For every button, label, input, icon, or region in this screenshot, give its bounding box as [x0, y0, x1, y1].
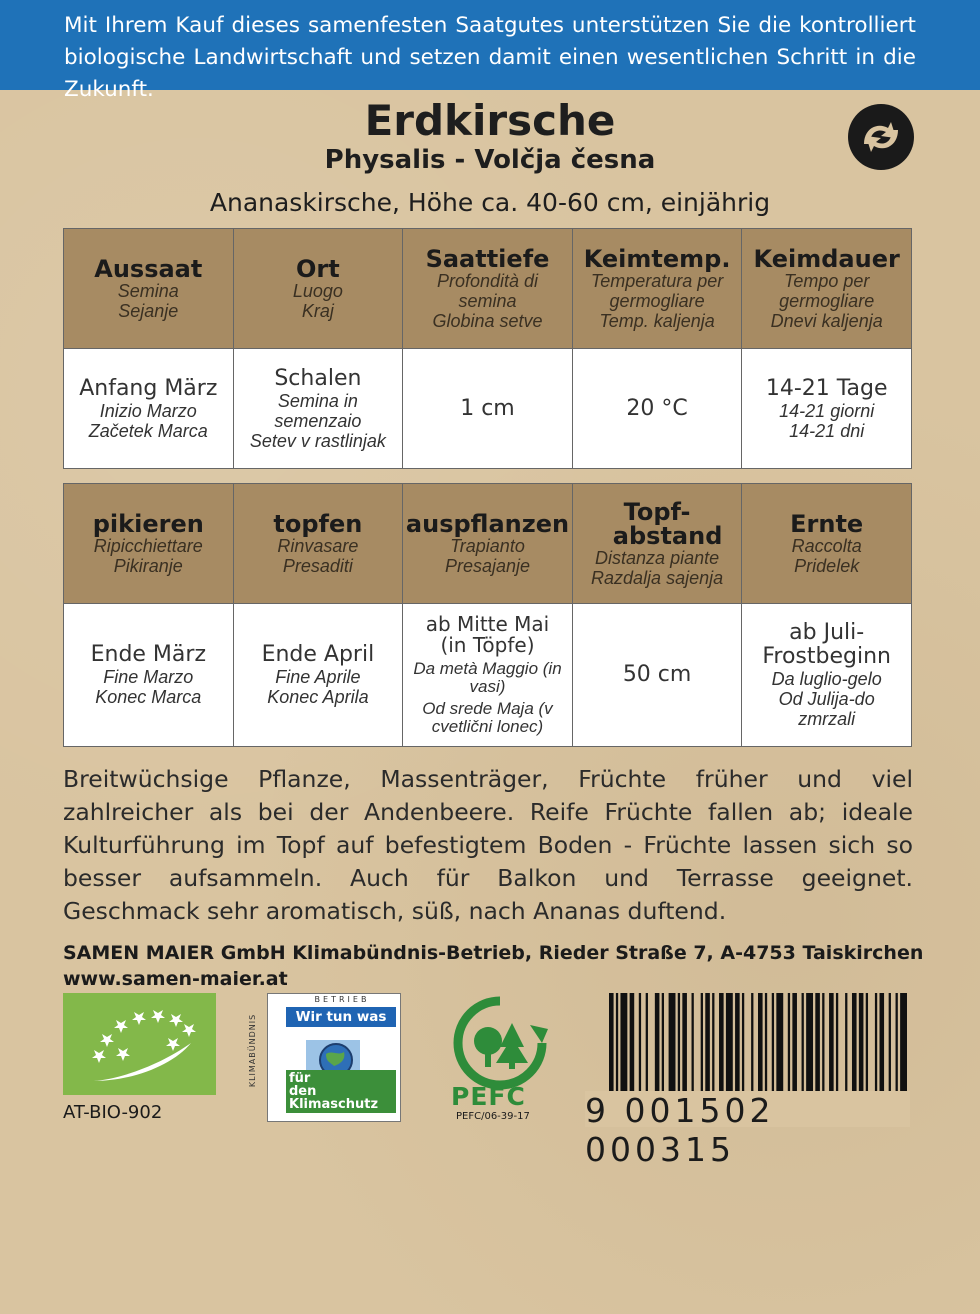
klima-side-text [248, 994, 284, 1121]
header-it: Distanza piante [595, 547, 720, 568]
value-it: Fine Aprile [275, 667, 361, 687]
value-it: Inizio Marzo [99, 400, 197, 421]
header-it: Trapianto [450, 535, 525, 556]
header-sl: Pikiranje [113, 555, 183, 576]
header-de: Ernte [790, 509, 864, 538]
value-main: 14-21 Tage [765, 375, 888, 401]
header-sl: Dnevi kaljenja [770, 310, 883, 331]
value-main: 50 cm [622, 662, 692, 687]
long-description: Breitwüchsige Pflanze, Massenträger, Früchte früher und viel zahlreicher als bei der Andenbeere. Reife Früchte fallen ab; ideale Kulturführung im Topf auf befestigtem Boden - Früchte lassen sich so besser aufsammeln. Auch für Balkon und Terrasse geeignet. Geschmack sehr aromatisch, süß, nach Ananas duftend. [63, 765, 913, 925]
header-sl: Globina setve [432, 310, 543, 331]
header-de: Saattiefe [425, 244, 550, 273]
value-cell [742, 604, 912, 747]
eu-organic-code: AT-BIO-902 [63, 1102, 163, 1123]
product-subtitle: Physalis - Volčja česna [324, 145, 656, 175]
product-title: Erdkirsche [364, 96, 616, 145]
header-cell [233, 229, 403, 349]
header-de: Keimtemp. [583, 244, 731, 273]
value-sl: Setev v rastlinjak [249, 430, 386, 451]
header-sl: Kraj [301, 300, 334, 321]
company-info [63, 940, 923, 992]
klima-side-label: KLIMABÜNDNIS [248, 1013, 258, 1088]
klimabuendnis-logo [248, 993, 401, 1122]
klima-fur: für [289, 1071, 311, 1086]
website-link[interactable]: www.samen-maier.at [63, 968, 288, 990]
value-sl: Konec Marca [95, 687, 202, 707]
header-de: Keimdauer [753, 244, 900, 273]
sowing-table-value-row [64, 349, 912, 469]
growing-table [63, 483, 912, 747]
klima-fur-block [286, 1070, 396, 1113]
value-main: 20 °C [626, 395, 688, 421]
value-it: Semina in semenzaio [274, 390, 362, 431]
value-main: Ende April [261, 642, 375, 667]
header-cell [742, 229, 912, 349]
value-it: Da luglio-gelo [771, 669, 882, 689]
value-sl: Začetek Marca [88, 420, 208, 441]
header-it: Profondità di semina [436, 270, 539, 311]
header-cell [403, 484, 573, 604]
value-cell [572, 604, 742, 747]
sowing-table-header-row [64, 229, 912, 349]
growing-table-value-row [64, 604, 912, 747]
value-cell [233, 349, 403, 469]
growing-table-header-row [64, 484, 912, 604]
header-de: Topf-abstand [612, 497, 723, 550]
header-cell [742, 484, 912, 604]
value-main: Anfang März [79, 375, 218, 401]
value-cell [64, 604, 234, 747]
value-main: ab Mitte Mai (in Töpfe) [425, 612, 550, 657]
header-sl: Razdalja sajenja [591, 567, 724, 588]
header-sl: Pridelek [794, 555, 860, 576]
pefc-code: PEFC/06-39-17 [456, 1111, 530, 1122]
sowing-table [63, 228, 912, 469]
product-description-line: Ananaskirsche, Höhe ca. 40-60 cm, einjährig [209, 188, 771, 217]
header-cell [233, 484, 403, 604]
value-main: Schalen [274, 365, 362, 391]
top-notice-text: Mit Ihrem Kauf dieses samenfesten Saatgutes unterstützen Sie die kontrolliert biologische Landwirtschaft und setzen damit einen wesentlichen Schritt in die Zukunft. [64, 13, 916, 102]
header-cell [64, 229, 234, 349]
header-de: pikieren [92, 509, 204, 538]
value-sl: Konec Aprila [267, 687, 369, 707]
header-it: Ripicchiettare [93, 535, 203, 556]
value-cell [403, 604, 573, 747]
klima-den: den [289, 1084, 317, 1099]
header-it: Luogo [292, 280, 343, 301]
value-main: Ende März [90, 642, 206, 667]
value-cell [403, 349, 573, 469]
header-cell [403, 229, 573, 349]
value-it: Fine Marzo [103, 667, 194, 687]
header-sl: Temp. kaljenja [599, 310, 715, 331]
top-notice-bar [0, 0, 980, 102]
header-de: Aussaat [94, 254, 203, 283]
value-it: Da metà Maggio (in vasi) [413, 659, 562, 696]
value-main: 1 cm [460, 395, 515, 421]
header-it: Raccolta [791, 535, 862, 556]
header-sl: Presajanje [444, 555, 531, 576]
header-it: Rinvasare [277, 535, 359, 556]
value-cell [233, 604, 403, 747]
header-de: topfen [273, 509, 363, 538]
value-sl: Od srede Maja (v cvetlični lonec) [422, 699, 553, 736]
value-main: ab Juli-Frostbeginn [762, 620, 891, 669]
value-sl: 14-21 dni [789, 420, 865, 441]
header-sl: Sejanje [118, 300, 179, 321]
header-sl: Presaditi [282, 555, 353, 576]
header-de: auspflanzen [405, 509, 570, 538]
klima-klimaschutz: Klimaschutz [289, 1097, 379, 1112]
klima-top-label: BETRIEB [314, 995, 370, 1004]
klima-slogan: Wir tun was [286, 1007, 396, 1027]
value-cell [572, 349, 742, 469]
company-line: SAMEN MAIER GmbH Klimabündnis-Betrieb, Rieder Straße 7, A-4753 Taiskirchen [63, 942, 924, 964]
header-cell [572, 484, 742, 604]
header-it: Temperatura per germogliare [590, 270, 724, 311]
header-it: Tempo per germogliare [779, 270, 875, 311]
pefc-tree-icon [450, 995, 550, 1095]
barcode-number: 9 001502 000315 [585, 1091, 910, 1127]
value-cell [742, 349, 912, 469]
pefc-label: PEFC [451, 1082, 526, 1111]
header-cell [64, 484, 234, 604]
header-it: Semina [117, 280, 179, 301]
header-cell [572, 229, 742, 349]
value-sl: Od Julija-do zmrzali [778, 689, 875, 729]
header-de: Ort [296, 254, 340, 283]
eu-organic-leaf-icon [63, 993, 216, 1095]
value-it: 14-21 giorni [779, 400, 875, 421]
value-cell [64, 349, 234, 469]
recycle-icon [848, 104, 914, 170]
